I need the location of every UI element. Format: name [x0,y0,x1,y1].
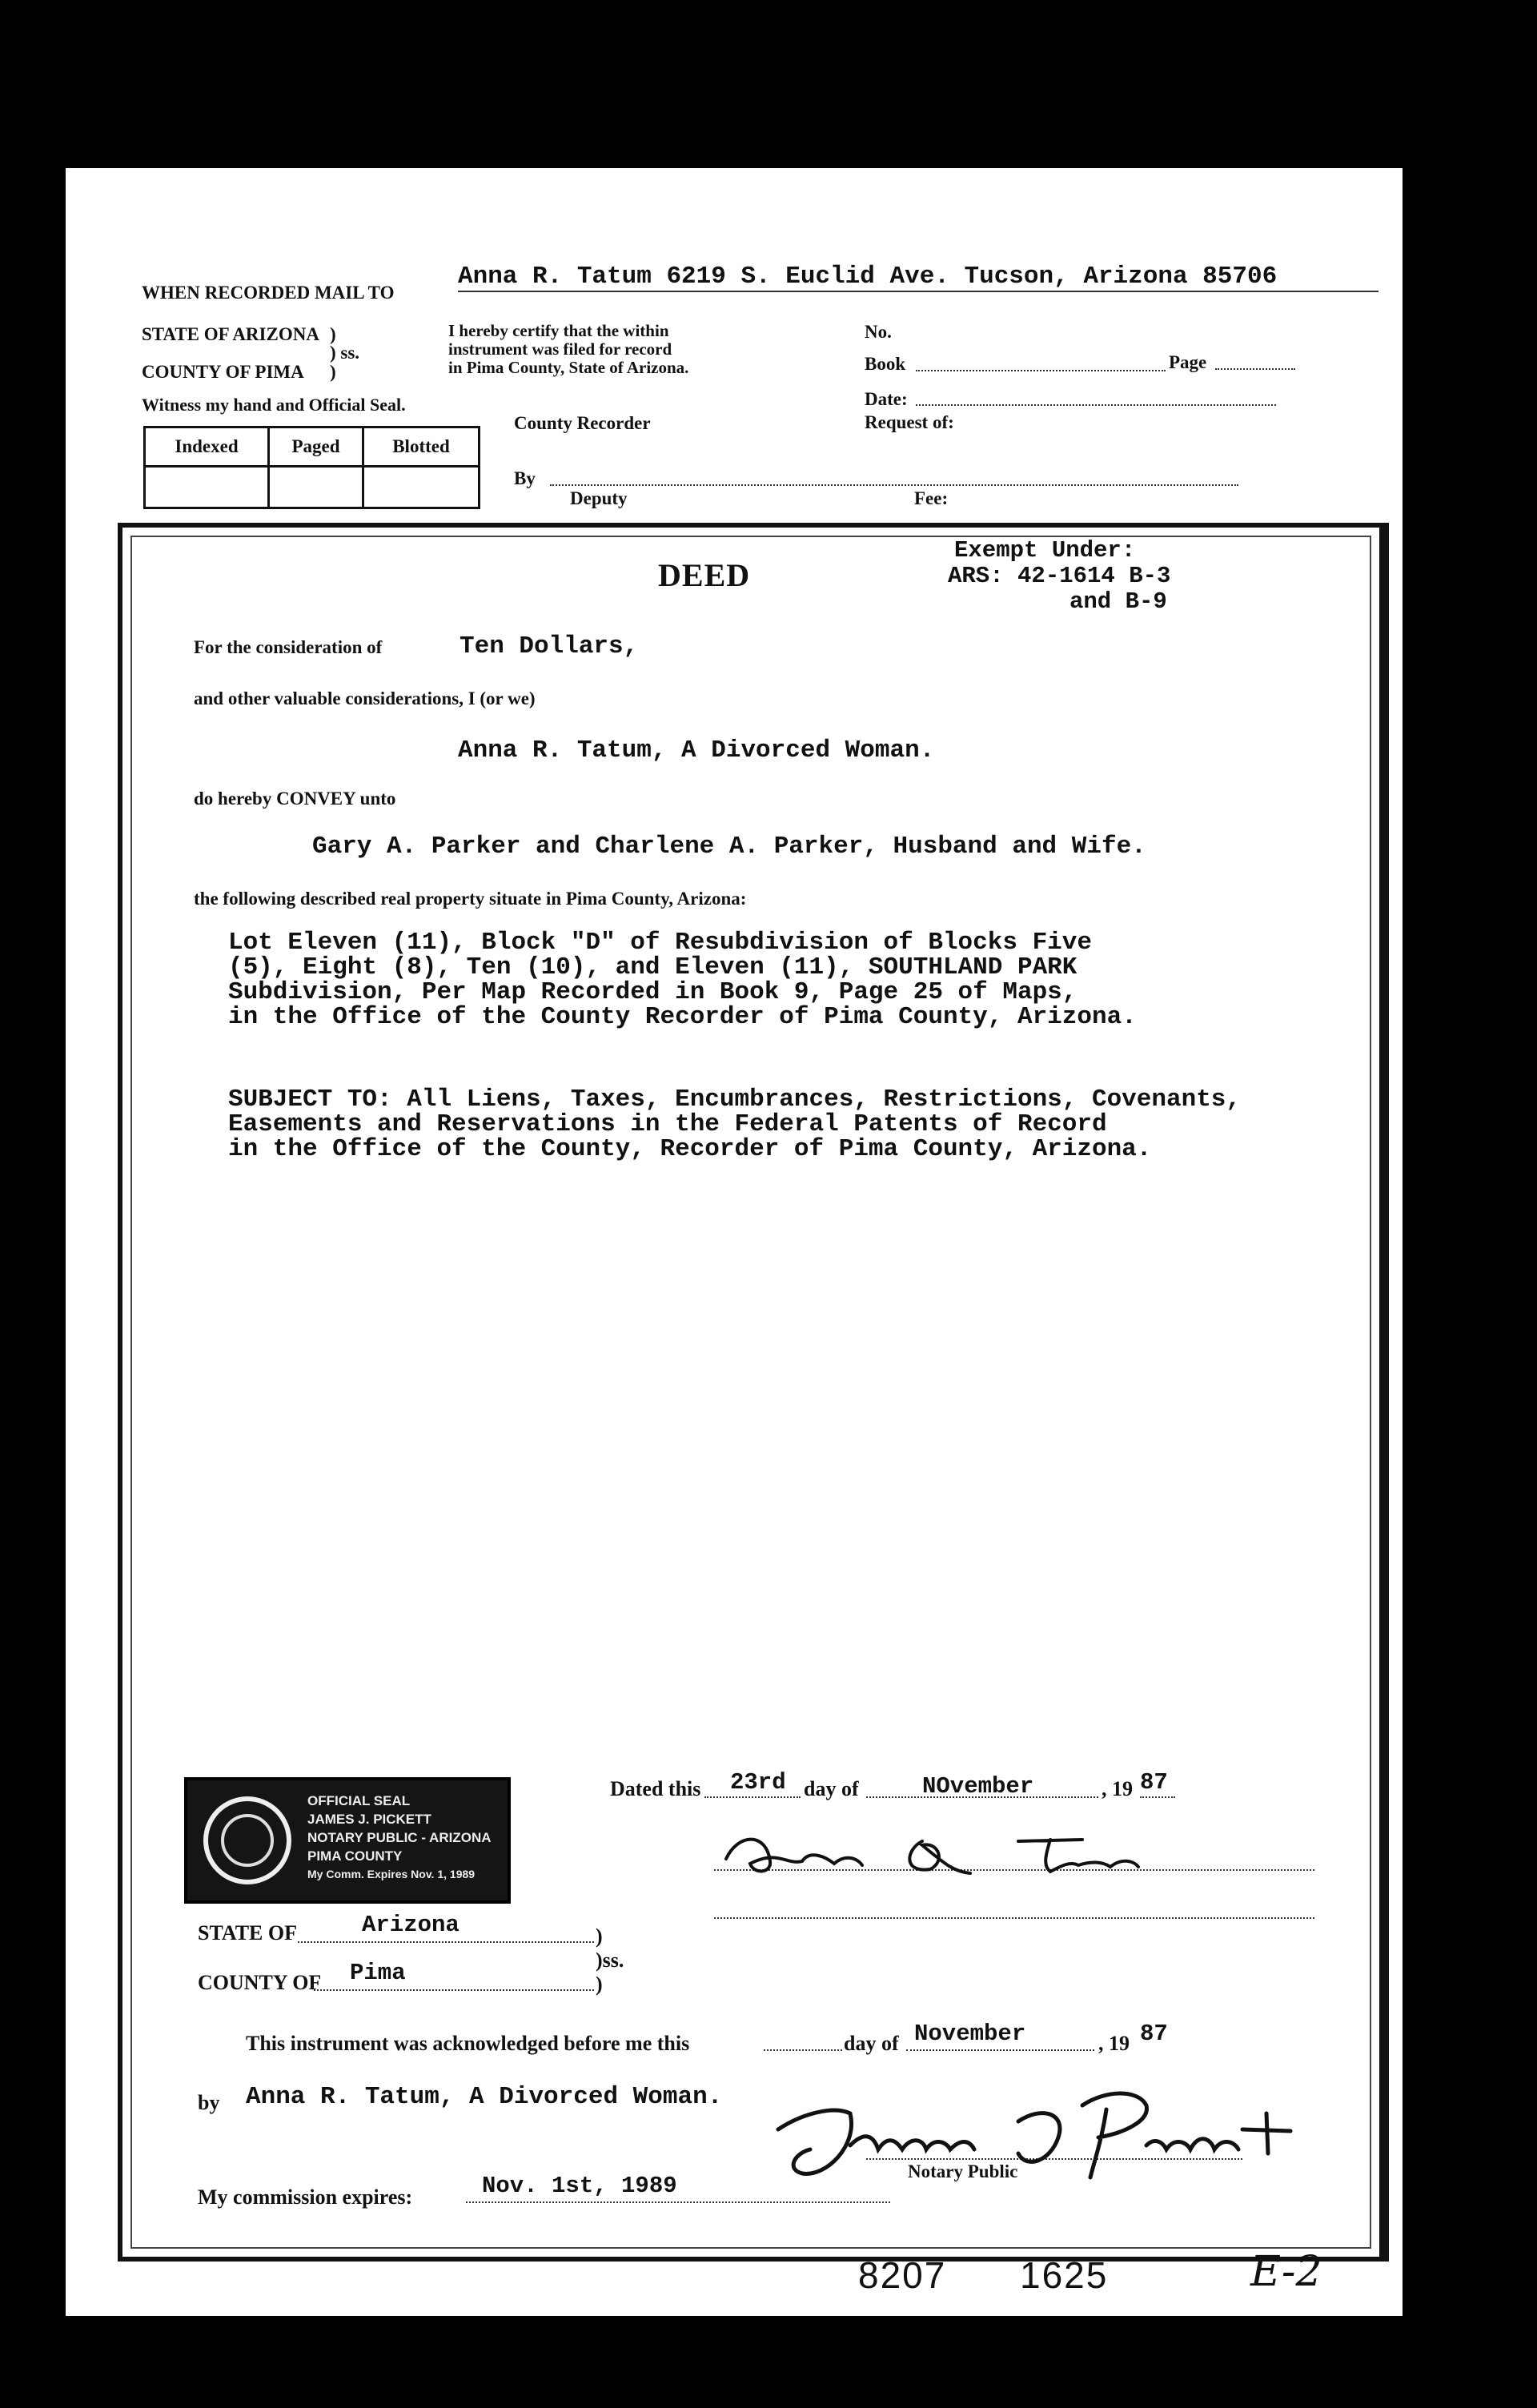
page-label: Page [1169,352,1207,372]
book-label: Book [865,354,906,374]
exempt-line: Exempt Under: [954,537,1136,564]
seal-line: NOTARY PUBLIC - ARIZONA [307,1830,492,1845]
header-blotted: Blotted [392,436,450,456]
mail-to-address: Anna R. Tatum 6219 S. Euclid Ave. Tucson, Arizona 85706 [458,263,1378,292]
ack-by-label: by [198,2091,220,2114]
seal-line: PIMA COUNTY [307,1848,403,1864]
page-number: 1625 [1020,2254,1109,2296]
seal-line: My Comm. Expires Nov. 1, 1989 [307,1868,476,1880]
notary-signature [730,2073,1338,2193]
year-line [1140,1796,1175,1798]
county-label: COUNTY OF PIMA [142,362,304,382]
consideration-label: For the consideration of [194,637,383,657]
legal-line: in the Office of the County Recorder of Pima County, Arizona. [228,1003,1137,1031]
ack-year-prefix: , 19 [1098,2032,1130,2055]
exempt-block [948,538,1170,615]
certify-line: instrument was filed for record [448,339,672,359]
ack-county-label: COUNTY OF [198,1971,322,1994]
date-label: Date: [865,389,908,409]
ack-by-value: Anna R. Tatum, A Divorced Woman. [246,2083,723,2111]
subject-line: SUBJECT TO: All Liens, Taxes, Encumbrances, Restrictions, Covenants, [228,1086,1242,1114]
header-paged: Paged [291,436,340,456]
convey-label: do hereby CONVEY unto [194,789,396,809]
dated-month: NOvember [922,1773,1034,1800]
day-line [704,1796,801,1798]
witness-text: Witness my hand and Official Seal. [142,395,406,415]
book-line [916,370,1166,371]
legal-line: (5), Eight (8), Ten (10), and Eleven (11), SOUTHLAND PARK [228,953,1078,981]
exempt-line: ARS: 42-1614 B-3 [948,563,1171,589]
ack-state-value: Arizona [362,1912,459,1938]
date-line [916,404,1276,406]
signature-line-2 [714,1917,1314,1919]
other-considerations: and other valuable considerations, I (or we) [194,688,536,708]
deed-title: DEED [658,557,751,593]
seal-emblem-icon [203,1796,291,1884]
certify-line: in Pima County, State of Arizona. [448,358,689,377]
subject-line: Easements and Reservations in the Federal Patents of Record [228,1110,1107,1138]
seal-text [307,1792,492,1884]
notary-public-label: Notary Public [908,2161,1018,2181]
legal-description [228,930,1137,1029]
seal-line: OFFICIAL SEAL [307,1793,411,1808]
header-indexed: Indexed [175,436,239,456]
page-line [1215,368,1295,370]
deed-document [66,168,1403,2316]
certify-text [448,322,688,377]
no-label: No. [865,322,892,342]
county-recorder-label: County Recorder [514,413,651,433]
commission-label: My commission expires: [198,2185,413,2209]
state-label: STATE OF ARIZONA [142,324,319,344]
day-of-label: day of [804,1777,859,1800]
property-intro: the following described real property situate in Pima County, Arizona: [194,889,747,909]
ack-month-line [906,2049,1094,2051]
legal-line: Subdivision, Per Map Recorded in Book 9, Page 25 of Maps, [228,978,1078,1006]
consideration-value: Ten Dollars, [459,632,639,660]
by-line [550,484,1238,486]
exempt-line: and B-9 [1069,588,1167,615]
ack-state-line [298,1941,594,1943]
handwritten-tag: E-2 [1250,2248,1322,2296]
legal-line: Lot Eleven (11), Block "D" of Resubdivision of Blocks Five [228,929,1092,957]
ack-day-of-label: day of [844,2032,899,2055]
ack-month: November [914,2021,1026,2047]
ack-year: 87 [1140,2021,1168,2047]
bracket: ) [330,324,336,344]
seal-line: JAMES J. PICKETT [307,1812,431,1827]
commission-line [466,2201,890,2203]
deputy-label: Deputy [570,488,628,508]
bracket: ) [330,362,336,382]
subject-to [228,1087,1241,1162]
bracket: ) [596,1973,603,1996]
year-prefix: , 19 [1102,1777,1133,1800]
deed-frame [118,523,1389,2262]
grantor-name: Anna R. Tatum, A Divorced Woman. [458,736,935,765]
request-label: Request of: [865,412,954,432]
fee-label: Fee: [914,488,949,508]
when-recorded-label: WHEN RECORDED MAIL TO [142,283,395,303]
certify-line: I hereby certify that the within [448,321,669,340]
ack-ss: )ss. [596,1948,624,1972]
commission-value: Nov. 1st, 1989 [482,2173,677,2199]
ss-mark: ) ss. [330,343,360,363]
ack-county-line [314,1989,594,1991]
dated-day: 23rd [730,1769,786,1796]
grantor-signature [706,1817,1154,1889]
grantee-names: Gary A. Parker and Charlene A. Parker, Husband and Wife. [312,833,1146,861]
ack-county-value: Pima [350,1960,406,1986]
ack-day-line [764,2049,842,2051]
subject-line: in the Office of the County, Recorder of Pima County, Arizona. [228,1135,1152,1163]
ack-statement: This instrument was acknowledged before me this [246,2032,690,2055]
dated-label: Dated this [610,1777,701,1800]
ack-state-label: STATE OF [198,1921,298,1944]
index-table [143,426,480,509]
bracket: ) [596,1924,603,1948]
dated-year: 87 [1140,1769,1168,1796]
by-label: By [514,468,536,488]
docket-number: 8207 [858,2254,947,2296]
notary-seal [184,1777,511,1904]
